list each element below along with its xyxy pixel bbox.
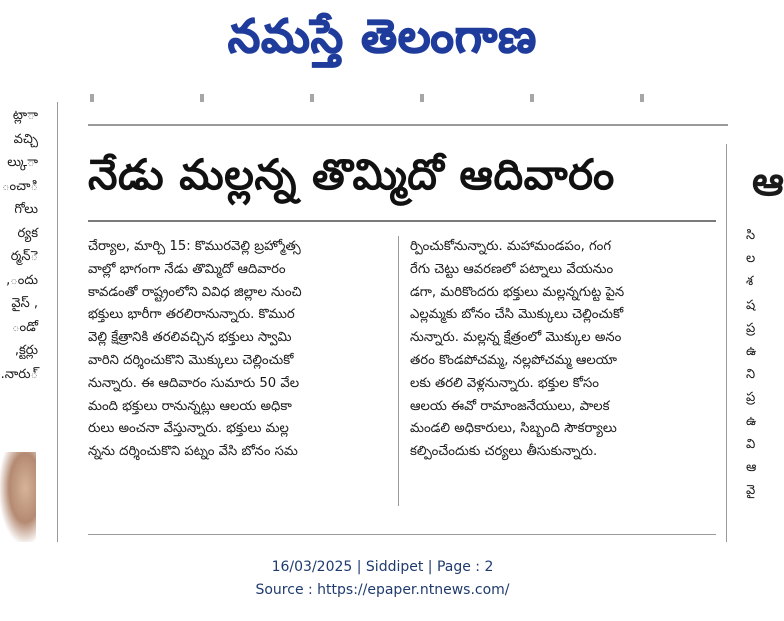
article-line: రేగు చెట్టు ఆవరణలో పట్నాలు వేయనుం bbox=[410, 261, 614, 277]
right-article-fragment: ఆ సి ల శ ష ప్ర ఉ ని ప్ర ఉ వి ఆ వై bbox=[746, 159, 784, 499]
article-line: లకు తరలి వెళ్లనున్నారు. భక్తుల కోసం bbox=[410, 375, 599, 391]
previous-article-fragment bbox=[90, 94, 730, 102]
top-divider bbox=[88, 124, 728, 126]
newspaper-title: నమస్తే తెలంగాణ bbox=[227, 9, 538, 63]
masthead bbox=[0, 0, 765, 84]
article-headline: నేడు మల్లన్న తొమ్మిదో ఆదివారం bbox=[88, 150, 615, 199]
article-line: చేర్యాల, మార్చి 15: కొమురవెల్లి బ్రహ్మోత్స bbox=[88, 239, 301, 254]
article-line: న్నను దర్శించుకొని పట్నం వేసి బోనం సమ bbox=[88, 444, 298, 460]
article-line: తరం కొండపోచమ్మ, నల్లపోచమ్మ ఆలయా bbox=[410, 352, 617, 368]
article-line: కల్పించేందుకు చర్యలు తీసుకున్నారు. bbox=[410, 444, 598, 460]
article-column-2 bbox=[410, 236, 710, 464]
left-photo-fragment bbox=[0, 452, 36, 542]
article-line: ర్పించుకోనున్నారు. మహామండపం, గంగ bbox=[410, 239, 612, 254]
article-line: డగా, మరికొందరు భక్తులు మల్లన్నగుట్ట పైన bbox=[410, 284, 625, 300]
article-line: రులు అంచనా వేస్తున్నారు. భక్తులు మల్ల bbox=[88, 421, 289, 437]
source-footer bbox=[0, 556, 765, 602]
article-line: వారిని దర్శించుకొని మొక్కులు చెల్లించుకో bbox=[88, 352, 294, 368]
article-line: వాల్లో భాగంగా నేడు తొమ్మిదో ఆదివారం bbox=[88, 261, 286, 277]
article-column-1 bbox=[88, 236, 388, 464]
article-line: వెల్లి క్షేత్రానికి తరలివచ్చిన భక్తులు స్వామి bbox=[88, 330, 292, 346]
source-link[interactable]: Source : https://epaper.ntnews.com/ bbox=[255, 582, 510, 598]
right-column-divider bbox=[726, 144, 727, 542]
bottom-divider bbox=[88, 534, 716, 535]
left-article-fragment: ాట్లా వచ్చి ాల్కు ించా గోలు ర్యక ెర్మన్ ందు, , వైస్ ండో క్టర్లు, ్నారు. bbox=[0, 108, 38, 382]
article-line: భక్తులు భారీగా తరలిరానున్నారు. కొముర bbox=[88, 307, 295, 323]
right-headline-fragment: ఆ bbox=[752, 159, 784, 205]
headline-divider bbox=[88, 220, 716, 222]
left-column-divider bbox=[57, 102, 58, 542]
article-line: మంది భక్తులు రానున్నట్లు ఆలయ అధికా bbox=[88, 398, 292, 414]
article-line: నున్నారు. మల్లన్న క్షేత్రంలో మొక్కుల అనం bbox=[410, 330, 622, 346]
article-line: నున్నారు. ఈ ఆదివారం సుమారు 50 వేల bbox=[88, 375, 300, 391]
newspaper-clipping bbox=[0, 86, 784, 542]
column-divider bbox=[398, 236, 399, 506]
date-edition-page: 16/03/2025 | Siddipet | Page : 2 bbox=[271, 559, 494, 575]
article-line: ఆలయ ఈవో రామాంజనేయులు, పాలక bbox=[410, 398, 610, 414]
article-line: ఎల్లమ్మకు బోనం చేసి మొక్కులు చెల్లించుకో bbox=[410, 307, 624, 323]
article-line: కావడంతో రాష్ట్రంలోని వివిధ జిల్లాల నుంచి bbox=[88, 284, 302, 300]
article-line: మండలి అధికారులు, సిబ్బంది సౌకర్యాలు bbox=[410, 421, 617, 437]
